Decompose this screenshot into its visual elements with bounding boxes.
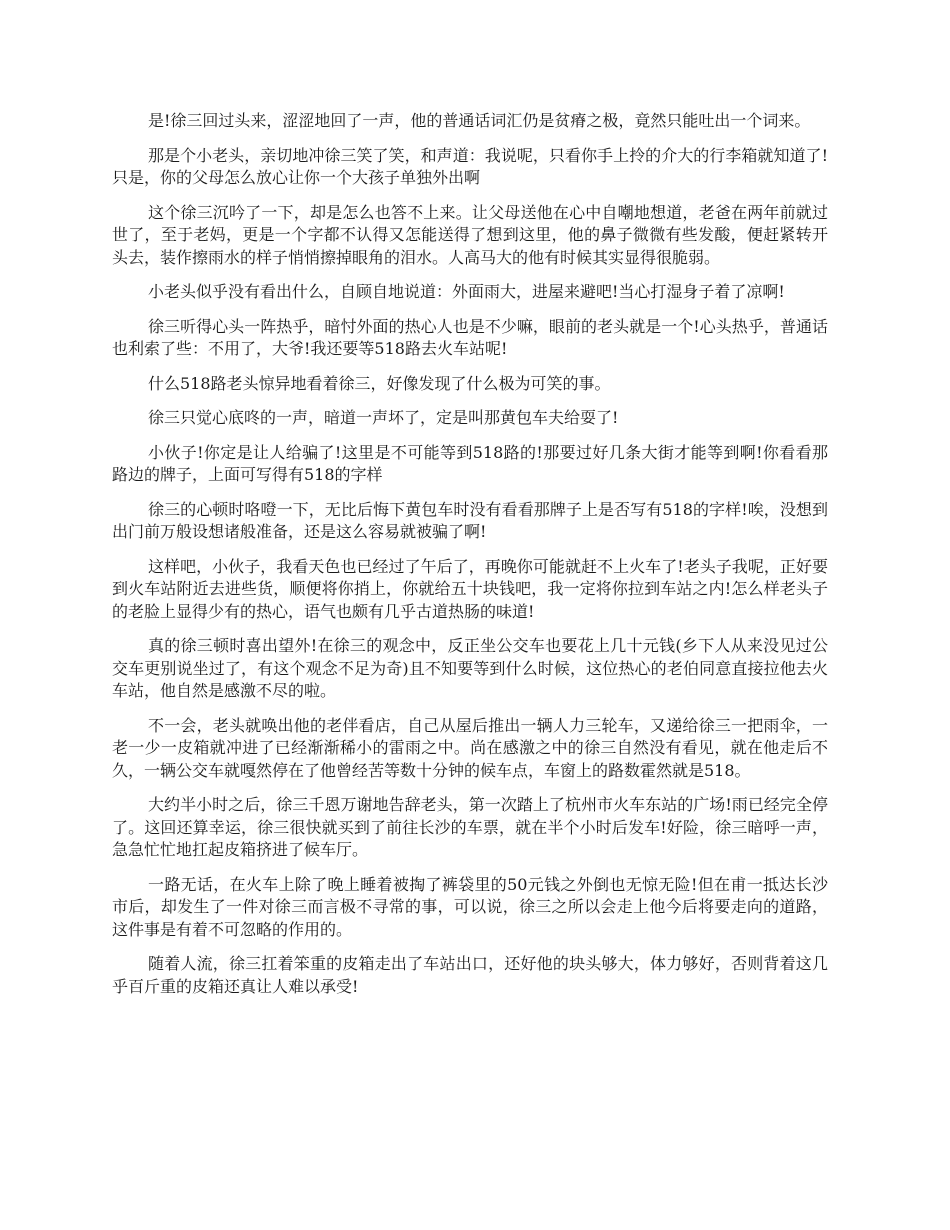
paragraph: 这样吧，小伙子，我看天色也已经过了午后了，再晚你可能就赶不上火车了!老头子我呢，正好要到火车站附近去进些货，顺便将你捎上，你就给五十块钱吧，我一定将你拉到车站之内!怎么样老头子的老脸上显得少有的热心，语气也颇有几乎古道热肠的味道! bbox=[112, 556, 828, 621]
paragraph: 真的徐三顿时喜出望外!在徐三的观念中，反正坐公交车也要花上几十元钱(乡下人从来没见过公交车更别说坐过了，有这个观念不足为奇)且不知要等到什么时候，这位热心的老伯同意直接拉他去火车站，他自然是感激不尽的啦。 bbox=[112, 636, 828, 700]
paragraph: 这个徐三沉吟了一下，却是怎么也答不上来。让父母送他在心中自嘲地想道，老爸在两年前就过世了，至于老妈，更是一个字都不认得又怎能送得了想到这里，他的鼻子微微有些发酸，便赶紧转开头去，装作擦雨水的样子悄悄擦掉眼角的泪水。人高马大的他有时候其实显得很脆弱。 bbox=[112, 202, 828, 267]
paragraph: 徐三听得心头一阵热乎，暗忖外面的热心人也是不少嘛，眼前的老头就是一个!心头热乎，普通话也利索了些：不用了，大爷!我还要等518路去火车站呢! bbox=[112, 316, 828, 358]
paragraph: 一路无话，在火车上除了晚上睡着被掏了裤袋里的50元钱之外倒也无惊无险!但在甫一抵达长沙市后，却发生了一件对徐三而言极不寻常的事，可以说，徐三之所以会走上他今后将要走向的道路，这件事是有着不可忽略的作用的。 bbox=[112, 874, 828, 939]
paragraph: 小老头似乎没有看出什么，自顾自地说道：外面雨大，进屋来避吧!当心打湿身子着了凉啊! bbox=[148, 282, 785, 301]
paragraph: 什么518路老头惊异地看着徐三，好像发现了什么极为可笑的事。 bbox=[148, 373, 611, 393]
paragraph: 小伙子!你定是让人给骗了!这里是不可能等到518路的!那要过好几条大街才能等到啊!你看看那路边的牌子，上面可写得有518的字样 bbox=[112, 442, 828, 484]
paragraph: 随着人流，徐三扛着笨重的皮箱走出了车站出口，还好他的块头够大，体力够好，否则背着这几乎百斤重的皮箱还真让人难以承受! bbox=[112, 954, 828, 996]
paragraph: 不一会，老头就唤出他的老伴看店，自己从屋后推出一辆人力三轮车，又递给徐三一把雨伞，一老一少一皮箱就冲进了已经渐渐稀小的雷雨之中。尚在感激之中的徐三自然没有看见，就在他走后不久，一辆公交车就嘎然停在了他曾经苦等数十分钟的候车点，车窗上的路数霍然就是518。 bbox=[112, 715, 828, 780]
paragraph: 大约半小时之后，徐三千恩万谢地告辞老头，第一次踏上了杭州市火车东站的广场!雨已经完全停了。这回还算幸运，徐三很快就买到了前往长沙的车票，就在半个小时后发车!好险，徐三暗呼一声，急急忙忙地扛起皮箱挤进了候车厅。 bbox=[112, 795, 828, 859]
paragraph: 是!徐三回过头来，涩涩地回了一声，他的普通话词汇仍是贫瘠之极，竟然只能吐出一个词来。 bbox=[148, 111, 811, 130]
paragraph: 徐三的心顿时咯噔一下，无比后悔下黄包车时没有看看那牌子上是否写有518的字样!唉，没想到出门前万般设想诸般准备，还是这么容易就被骗了啊! bbox=[112, 499, 828, 541]
paragraph: 徐三只觉心底咚的一声，暗道一声坏了，定是叫那黄包车夫给耍了! bbox=[148, 408, 619, 427]
paragraph: 那是个小老头，亲切地冲徐三笑了笑，和声道：我说呢，只看你手上拎的介大的行李箱就知道了!只是，你的父母怎么放心让你一个大孩子单独外出啊 bbox=[112, 145, 828, 187]
